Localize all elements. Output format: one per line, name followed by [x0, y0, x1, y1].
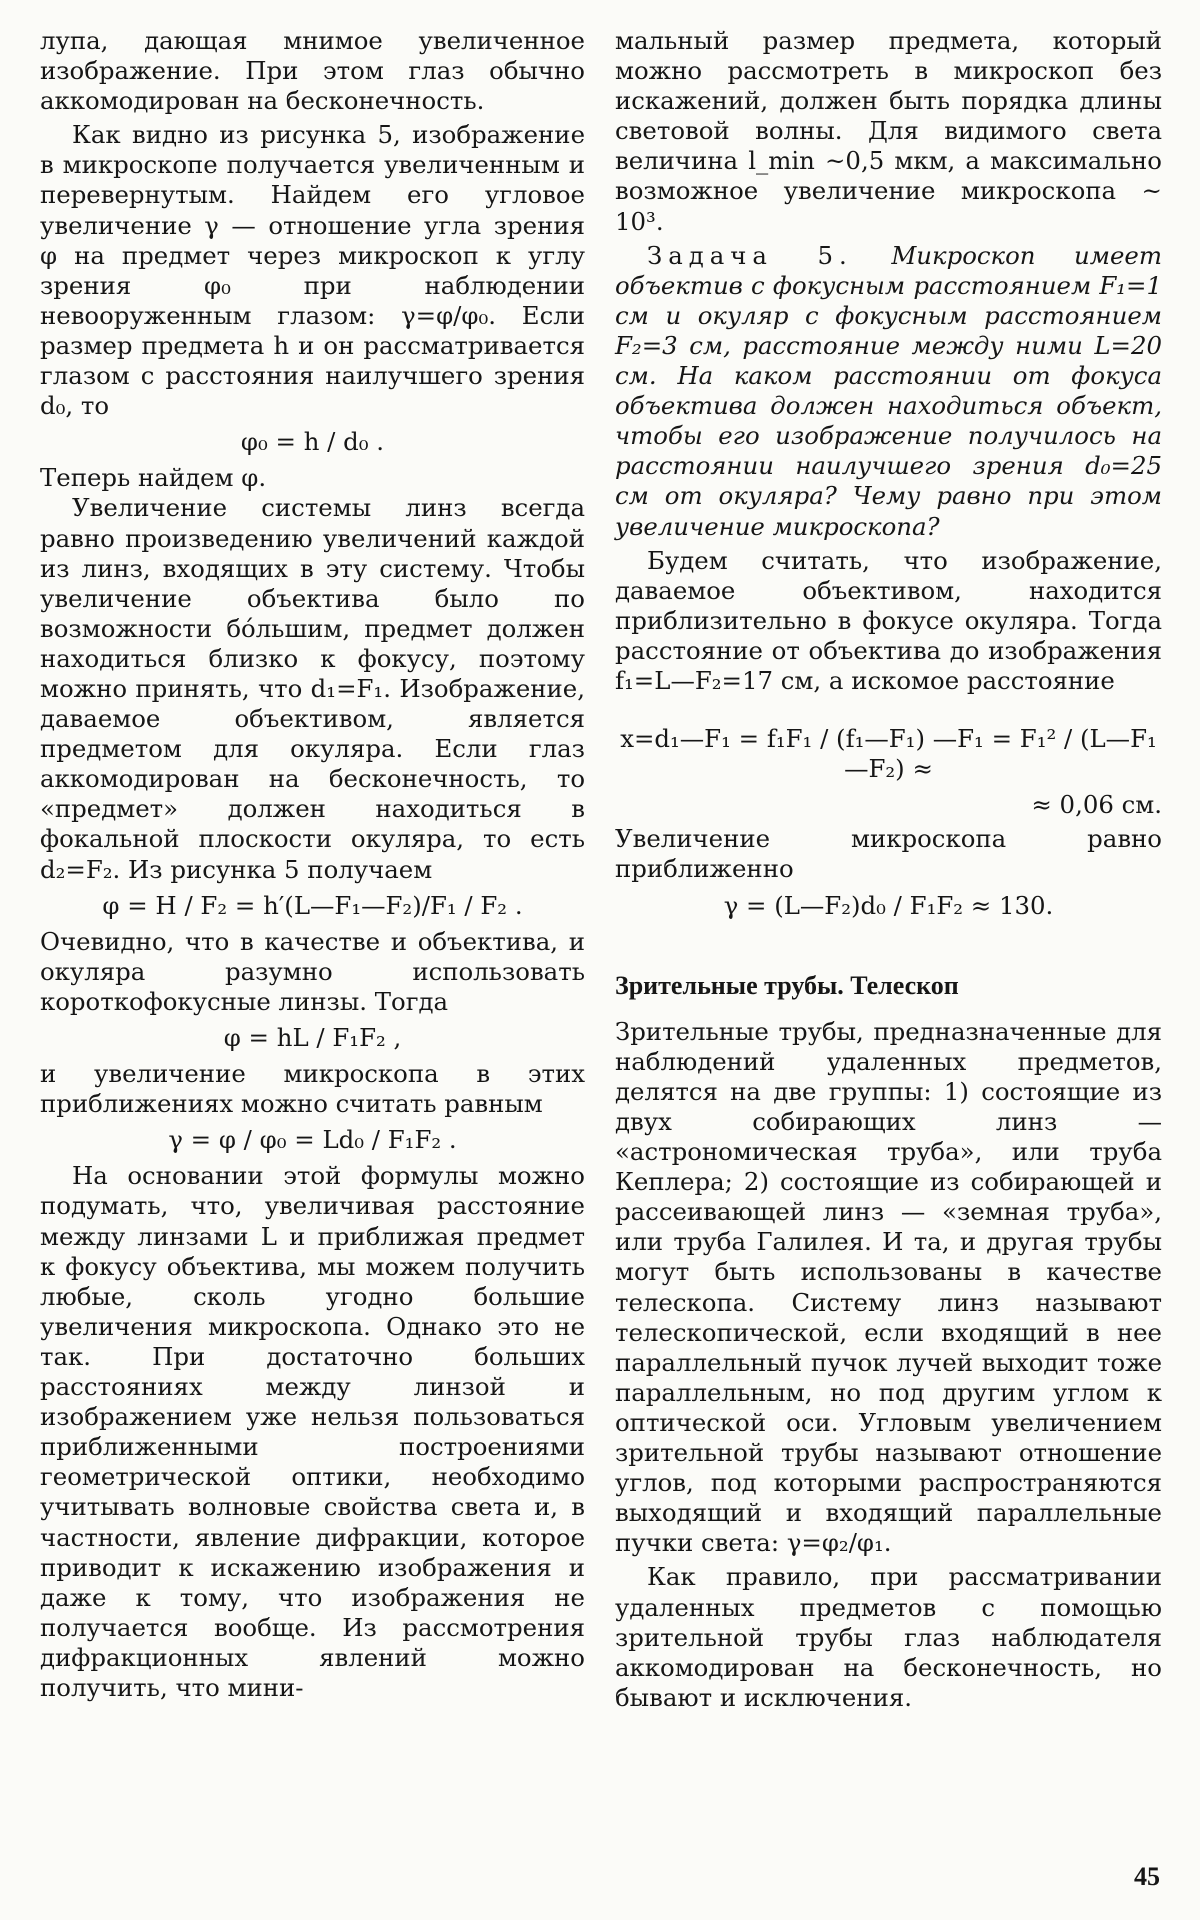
paragraph: мальный размер предмета, который можно рассмотреть в микроскоп без искажений, должен быть порядка длины световой волны. Для видимого света величина l_min ~0,5 мкм, а максимально возможное увеличение микроскопа ~ 10³.: [615, 26, 1162, 236]
paragraph: Очевидно, что в качестве и объектива, и окуляра разумно использовать короткофокусные линзы. Тогда: [40, 926, 585, 1016]
section-heading: Зрительные трубы. Телескоп: [615, 970, 959, 1000]
formula: γ = φ / φ₀ = Ld₀ / F₁F₂ .: [168, 1125, 457, 1155]
paragraph: Зрительные трубы, предназначенные для наблюдений удаленных предметов, делятся на две группы: 1) состоящие из двух собирающих линз — «астрономическая труба», или труба Кеплера; 2) состоящие из собирающей и рассеивающей линз — «земная труба», или труба Галилея. И та, и другая трубы могут быть использованы в качестве телескопа. Систему линз называют телескопической, если входящий в нее параллельный пучок лучей выходит тоже параллельным, но под другим углом к оптической оси. Угловым увеличением зрительной трубы называют отношение углов, под которыми распространяются выходящий и входящий параллельные пучки света: γ=φ₂/φ₁.: [615, 1016, 1162, 1558]
formula: x=d₁—F₁ = f₁F₁ / (f₁—F₁) —F₁ = F₁² / (L—F₁—F₂) ≈: [620, 724, 1157, 784]
paragraph: и увеличение микроскопа в этих приближениях можно считать равным: [40, 1059, 585, 1119]
task-text: Микроскоп имеет объектив с фокусным расстоянием F₁=1 см и окуляр с фокусным расстоянием F₂=3 см, расстояние между ними L=20 см. На каком расстоянии от фокуса объектива должен находиться объект, чтобы его изображение получилось на расстоянии наилучшего зрения d₀=25 см от окуляра? Чему равно при этом увеличение микроскопа?: [615, 240, 1162, 541]
formula: φ = hL / F₁F₂ ,: [223, 1023, 402, 1052]
spacer: [615, 927, 1162, 971]
task-label: Задача 5.: [647, 240, 853, 270]
formula: φ₀ = h / d₀ .: [240, 427, 385, 457]
right-column: [615, 26, 1162, 1713]
formula: γ = (L—F₂)d₀ / F₁F₂ ≈ 130.: [723, 890, 1054, 920]
task-5: [615, 241, 1162, 542]
formula: φ = H / F₂ = h′(L—F₁—F₂)/F₁ / F₂ .: [102, 890, 523, 920]
paragraph: Увеличение системы линз всегда равно произведению увеличений каждой из линз, входящих в эту систему. Чтобы увеличение объектива было по возможности бóльшим, предмет должен находиться близко к фокусу, поэтому можно принять, что d₁=F₁. Изображение, даваемое объективом, является предметом для окуляра. Если глаз аккомодирован на бесконечность, то «предмет» должен находиться в фокальной плоскости окуляра, то есть d₂=F₂. Из рисунка 5 получаем: [40, 493, 585, 884]
paragraph: Будем считать, что изображение, даваемое объективом, находится приблизительно в фокусе окуляра. Тогда расстояние от объектива до изображения f₁=L—F₂=17 см, а искомое расстояние: [615, 545, 1162, 695]
paragraph: Увеличение микроскопа равно приближенно: [615, 824, 1162, 884]
left-column: [40, 26, 585, 1703]
page-number: 45: [1134, 1862, 1160, 1891]
paragraph: Как видно из рисунка 5, изображение в микроскопе получается увеличенным и перевернутым. Найдем его угловое увеличение γ — отношение угла зрения φ на предмет через микроскоп к углу зрения φ₀ при наблюдении невооруженным глазом: γ=φ/φ₀. Если размер предмета h и он рассматривается глазом с расстояния наилучшего зрения d₀, то: [40, 120, 585, 421]
formula-result: ≈ 0,06 см.: [1031, 790, 1162, 820]
paragraph: Как правило, при рассматривании удаленных предметов с помощью зрительной трубы глаз наблюдателя аккомодирован на бесконечность, но бывают и исключения.: [615, 1562, 1162, 1712]
spacer: [615, 696, 1162, 718]
paragraph: На основании этой формулы можно подумать, что, увеличивая расстояние между линзами L и приближая предмет к фокусу объектива, мы можем получить любые, сколь угодно большие увеличения микроскопа. Однако это не так. При достаточно больших расстояниях между линзой и изображением уже нельзя пользоваться приближенными построениями геометрической оптики, необходимо учитывать волновые свойства света и, в частности, явление дифракции, которое приводит к искажению изображения и даже к тому, что изображения не получается вообще. Из рассмотрения дифракционных явлений можно получить, что мини-: [40, 1161, 585, 1702]
paragraph: Теперь найдем φ.: [40, 463, 267, 493]
paragraph: лупа, дающая мнимое увеличенное изображение. При этом глаз обычно аккомодирован на бесконечность.: [40, 26, 585, 116]
